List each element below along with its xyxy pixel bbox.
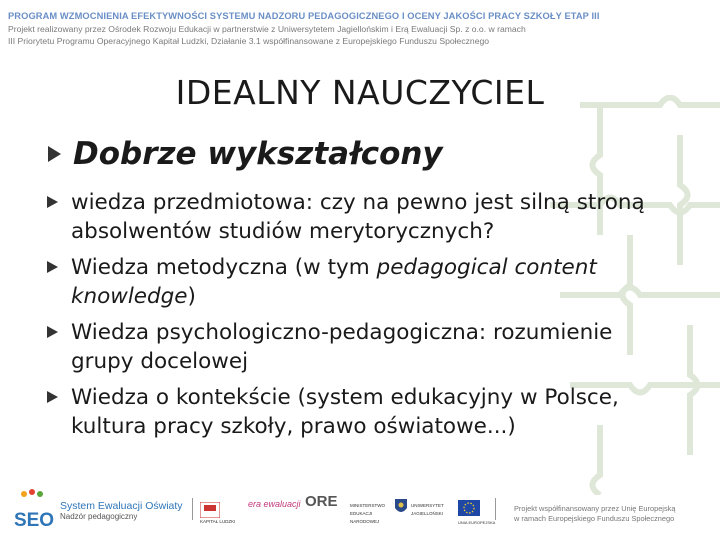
eu-flag-icon xyxy=(458,500,480,516)
triangle-bullet-icon xyxy=(47,391,58,403)
footer-logos xyxy=(0,488,720,534)
ore-label: ORE xyxy=(305,493,338,510)
slide-title: IDEALNY NAUCZYCIEL xyxy=(175,73,545,112)
seo-subtitle: Nadzór pedagogiczny xyxy=(60,512,138,521)
cofinancing-line-1: Projekt współfinansowany przez Unię Europejską xyxy=(514,504,676,513)
ore-logo xyxy=(305,493,338,510)
list-item-text-emphasis: pedagogical content knowledge xyxy=(71,255,597,309)
kapital-ludzki-logo xyxy=(200,502,235,526)
list-item-text-pre: Wiedza metodyczna (w tym xyxy=(71,255,377,280)
list-item-text: Wiedza psychologiczno-pedagogiczna: rozumienie grupy docelowej xyxy=(71,320,613,374)
eu-flag-logo xyxy=(458,500,495,527)
divider xyxy=(192,498,193,520)
eu-label: UNIA EUROPEJSKA xyxy=(458,520,496,525)
uj-logo xyxy=(394,498,408,519)
project-header xyxy=(8,10,708,47)
slide-subheading xyxy=(48,136,443,172)
list-item-text: Wiedza o kontekście (system edukacyjny w Polsce, kultura pracy szkoły, prawo oświatowe...) xyxy=(71,385,619,439)
era-ewaluacji-logo xyxy=(248,500,301,508)
list-item xyxy=(44,253,674,311)
header-priority-line: III Priorytetu Programu Operacyjnego Kapitał Ludzki, Działanie 3.1 współfinansowane z Europejskiego Funduszu Społecznego xyxy=(8,36,490,46)
cofinancing-line-2: w ramach Europejskiego Funduszu Społecznego xyxy=(514,513,675,523)
header-project-line: Projekt realizowany przez Ośrodek Rozwoju Edukacji w partnerstwie z Uniwersytetem Jagiellońskim i Erą Ewaluacji Sp. z o.o. w ramach xyxy=(8,24,526,34)
seo-brand xyxy=(60,500,183,522)
kapital-ludzki-label: KAPITAŁ LUDZKI xyxy=(200,519,236,524)
triangle-bullet-icon xyxy=(47,196,58,208)
uj-label-block xyxy=(411,502,449,518)
triangle-bullet-icon xyxy=(47,261,58,273)
list-item xyxy=(44,188,674,246)
list-item-text: wiedza przedmiotowa: czy na pewno jest silną stroną absolwentów studiów merytorycznych? xyxy=(71,190,645,244)
era-ewaluacji-label: era ewaluacji xyxy=(248,499,301,509)
bullet-list xyxy=(44,188,674,448)
kapital-ludzki-icon xyxy=(200,502,220,518)
men-logo xyxy=(350,502,390,526)
list-item-text-post: ) xyxy=(187,284,196,309)
cofinancing-note xyxy=(514,504,675,523)
seo-name: System Ewaluacji Oświaty xyxy=(60,500,183,512)
uj-crest-icon xyxy=(394,498,408,516)
triangle-bullet-icon xyxy=(47,326,58,338)
subheading-text: Dobrze wykształcony xyxy=(73,136,443,172)
seo-logo-text: SEO xyxy=(14,510,54,531)
uj-label: UNIWERSYTET JAGIELLOŃSKI xyxy=(411,503,444,516)
divider xyxy=(495,498,496,520)
triangle-bullet-icon xyxy=(48,146,61,162)
header-program-title: PROGRAM WZMOCNIENIA EFEKTYWNOŚCI SYSTEMU NADZORU PEDAGOGICZNEGO I OCENY JAKOŚCI PRACY SZKOŁY ETAP III xyxy=(8,11,600,21)
men-label: MINISTERSTWO EDUKACJI NARODOWEJ xyxy=(350,503,385,524)
list-item xyxy=(44,318,674,376)
seo-logo xyxy=(14,488,54,532)
list-item xyxy=(44,383,674,441)
